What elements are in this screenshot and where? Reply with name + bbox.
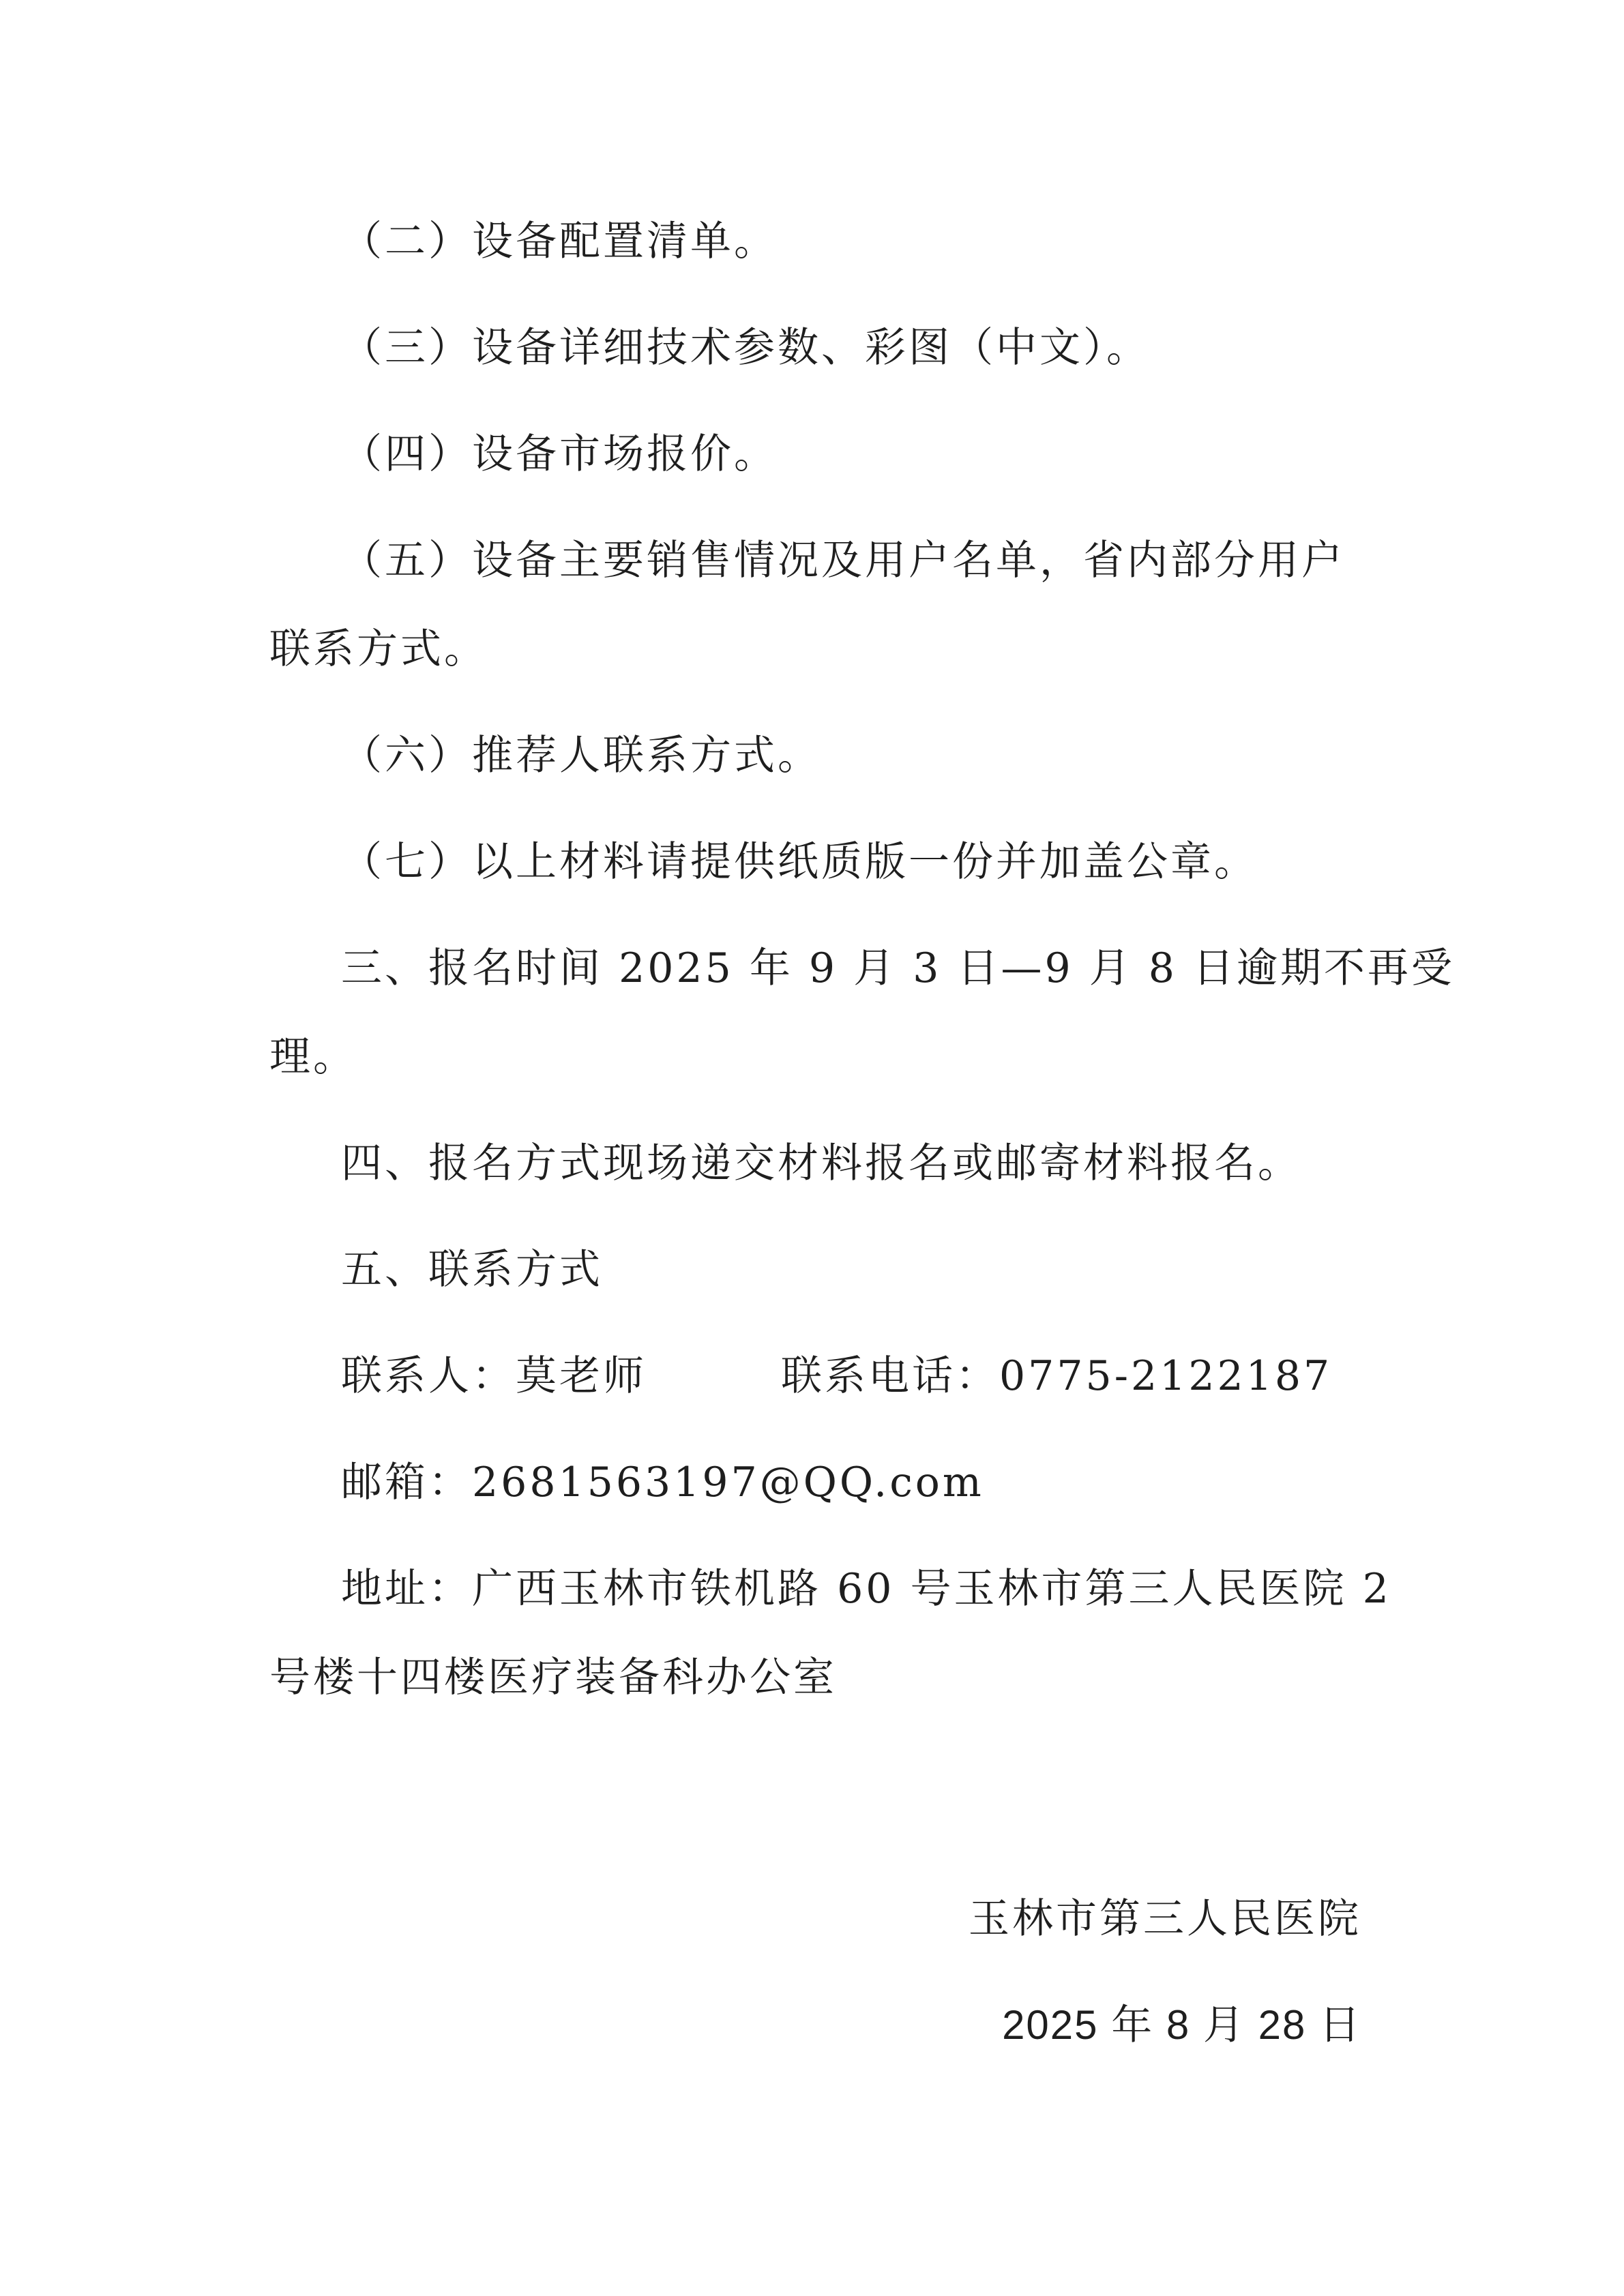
list-item-6: （六）推荐人联系方式。 [341,732,821,779]
signature-date: 2025 年 8 月 28 日 [1002,2002,1361,2048]
list-item-2: （二）设备配置清单。 [341,218,778,265]
address-line-2: 号楼十四楼医疗装备科办公室 [269,1654,837,1701]
contact-row [341,1352,647,1401]
list-item-7: （七）以上材料请提供纸质版一份并加盖公章。 [341,838,1258,886]
list-item-4: （四）设备市场报价。 [341,430,778,478]
list-item-5-line-1: （五）设备主要销售情况及用户名单，省内部分用户 [341,537,1345,584]
signature-organization: 玉林市第三人民医院 [969,1895,1361,1943]
section-5-heading: 五、联系方式 [341,1246,603,1294]
email-line: 邮箱：2681563197@QQ.com [341,1459,984,1506]
list-item-5-line-2: 联系方式。 [269,625,488,673]
section-3-line-2: 理。 [269,1033,357,1081]
contact-person: 联系人：莫老师 [341,1352,647,1400]
list-item-3: （三）设备详细技术参数、彩图（中文）。 [341,324,1150,372]
address-line-1: 地址：广西玉林市铁机路 60 号玉林市第三人民医院 2 [341,1565,1391,1613]
contact-phone: 联系电话：0775-2122187 [781,1352,1333,1400]
section-3-line-1: 三、报名时间 2025 年 9 月 3 日—9 月 8 日逾期不再受 [341,944,1456,992]
section-4: 四、报名方式现场递交材料报名或邮寄材料报名。 [341,1139,1301,1187]
